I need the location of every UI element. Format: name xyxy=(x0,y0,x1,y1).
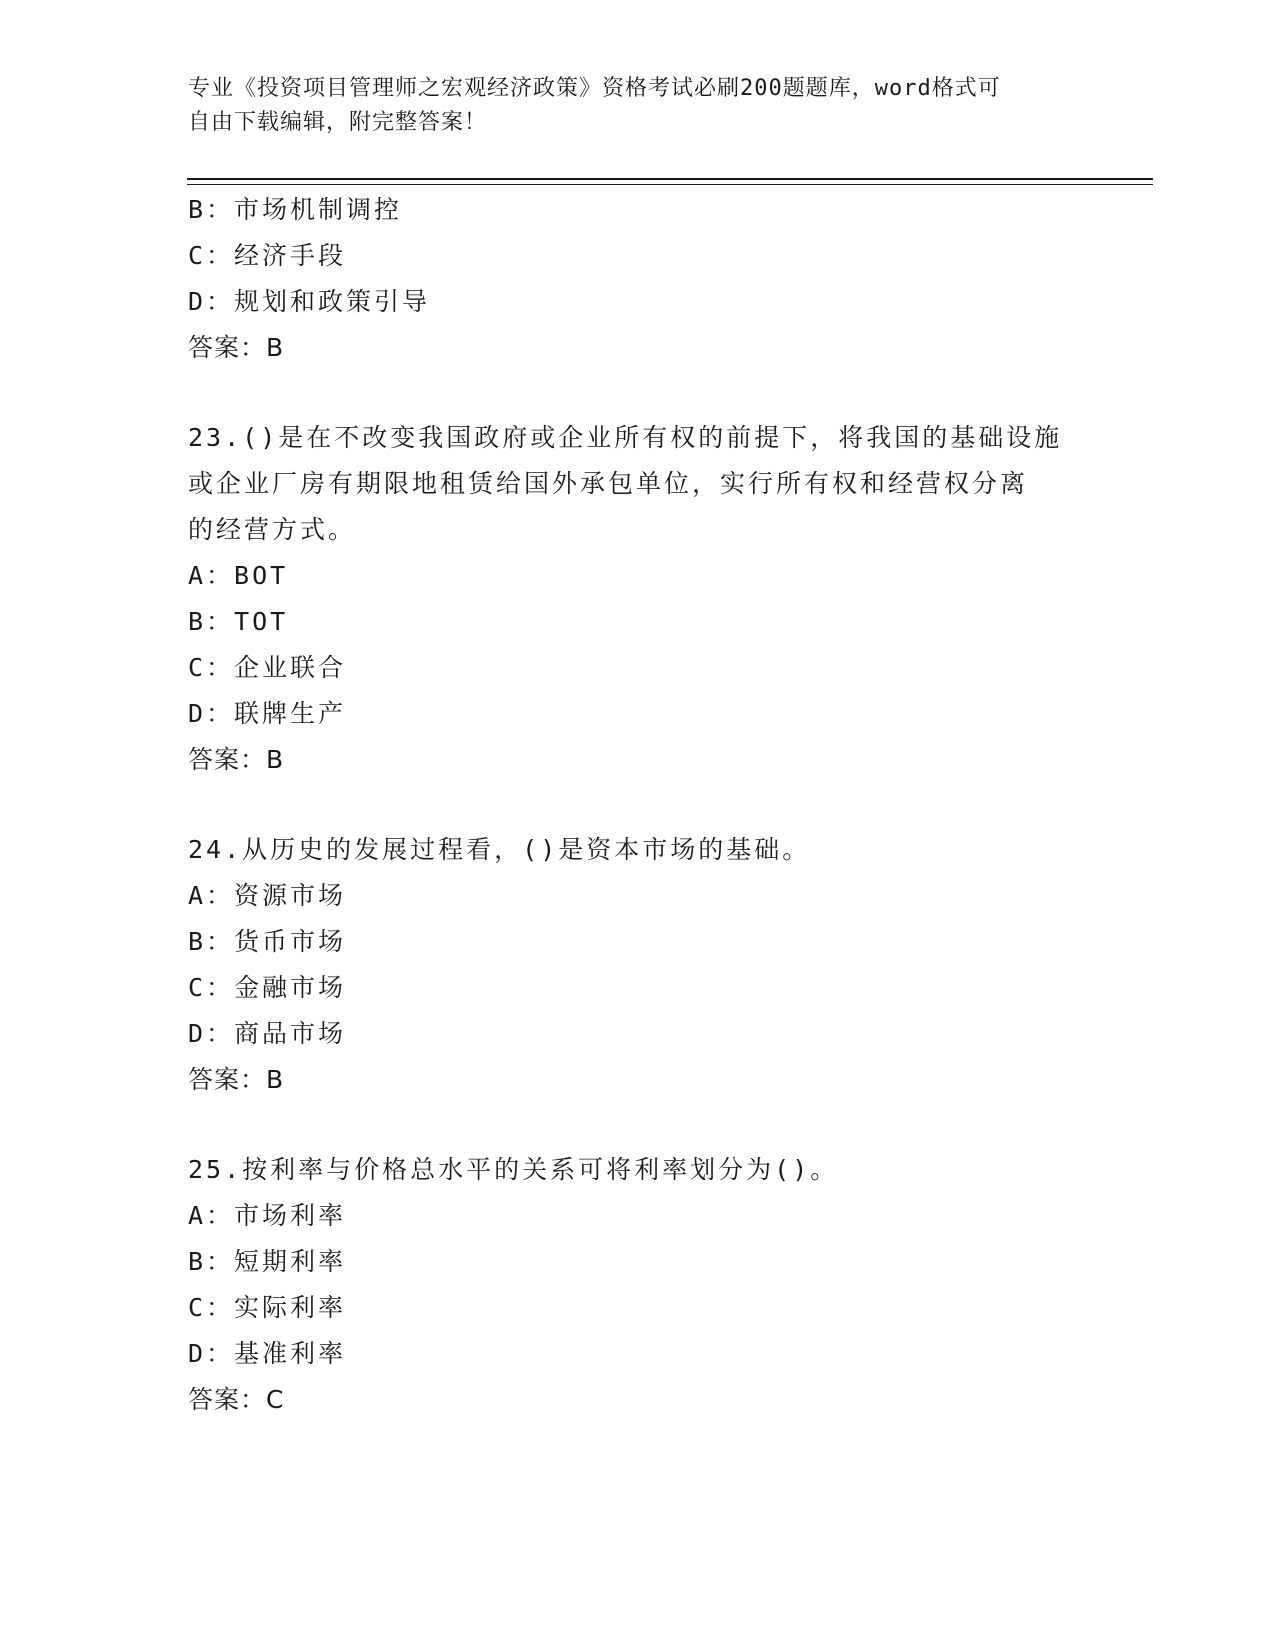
question-stem-line: 23.()是在不改变我国政府或企业所有权的前提下，将我国的基础设施 xyxy=(188,423,1063,452)
header-line-2: 自由下载编辑，附完整答案！ xyxy=(188,110,488,135)
option-b: B：市场机制调控 xyxy=(188,195,403,224)
option-c: C：实际利率 xyxy=(188,1293,347,1322)
answer-line: 答案：B xyxy=(188,745,285,774)
option-c: C：企业联合 xyxy=(188,653,347,682)
option-c: C：金融市场 xyxy=(188,973,347,1002)
question-stem-line: 的经营方式。 xyxy=(188,515,357,544)
question-stem-line: 24.从历史的发展过程看，()是资本市场的基础。 xyxy=(188,835,811,864)
option-d: D：联牌生产 xyxy=(188,699,347,728)
header-line-1: 专业《投资项目管理师之宏观经济政策》资格考试必刷200题题库，word格式可 xyxy=(188,76,1001,101)
answer-line: 答案：B xyxy=(188,1065,285,1094)
answer-line: 答案：B xyxy=(188,333,285,362)
document-header xyxy=(188,72,1068,140)
option-a: A：市场利率 xyxy=(188,1201,347,1230)
option-d: D：基准利率 xyxy=(188,1339,347,1368)
option-b: B：TOT xyxy=(188,607,289,636)
question-fragment xyxy=(188,187,1088,371)
option-d: D：商品市场 xyxy=(188,1019,347,1048)
option-b: B：货币市场 xyxy=(188,927,347,956)
option-b: B：短期利率 xyxy=(188,1247,347,1276)
question-25 xyxy=(188,1147,1088,1423)
option-d: D：规划和政策引导 xyxy=(188,287,431,316)
answer-line: 答案：C xyxy=(188,1385,285,1414)
document-body xyxy=(188,187,1088,1423)
option-a: A：BOT xyxy=(188,561,289,590)
option-c: C：经济手段 xyxy=(188,241,347,270)
question-23 xyxy=(188,415,1088,783)
question-stem-line: 或企业厂房有期限地租赁给国外承包单位，实行所有权和经营权分离 xyxy=(188,469,1029,498)
header-divider-thick xyxy=(187,178,1153,180)
question-24 xyxy=(188,827,1088,1103)
header-divider-thin xyxy=(187,184,1153,185)
question-stem-line: 25.按利率与价格总水平的关系可将利率划分为()。 xyxy=(188,1155,839,1184)
option-a: A：资源市场 xyxy=(188,881,347,910)
